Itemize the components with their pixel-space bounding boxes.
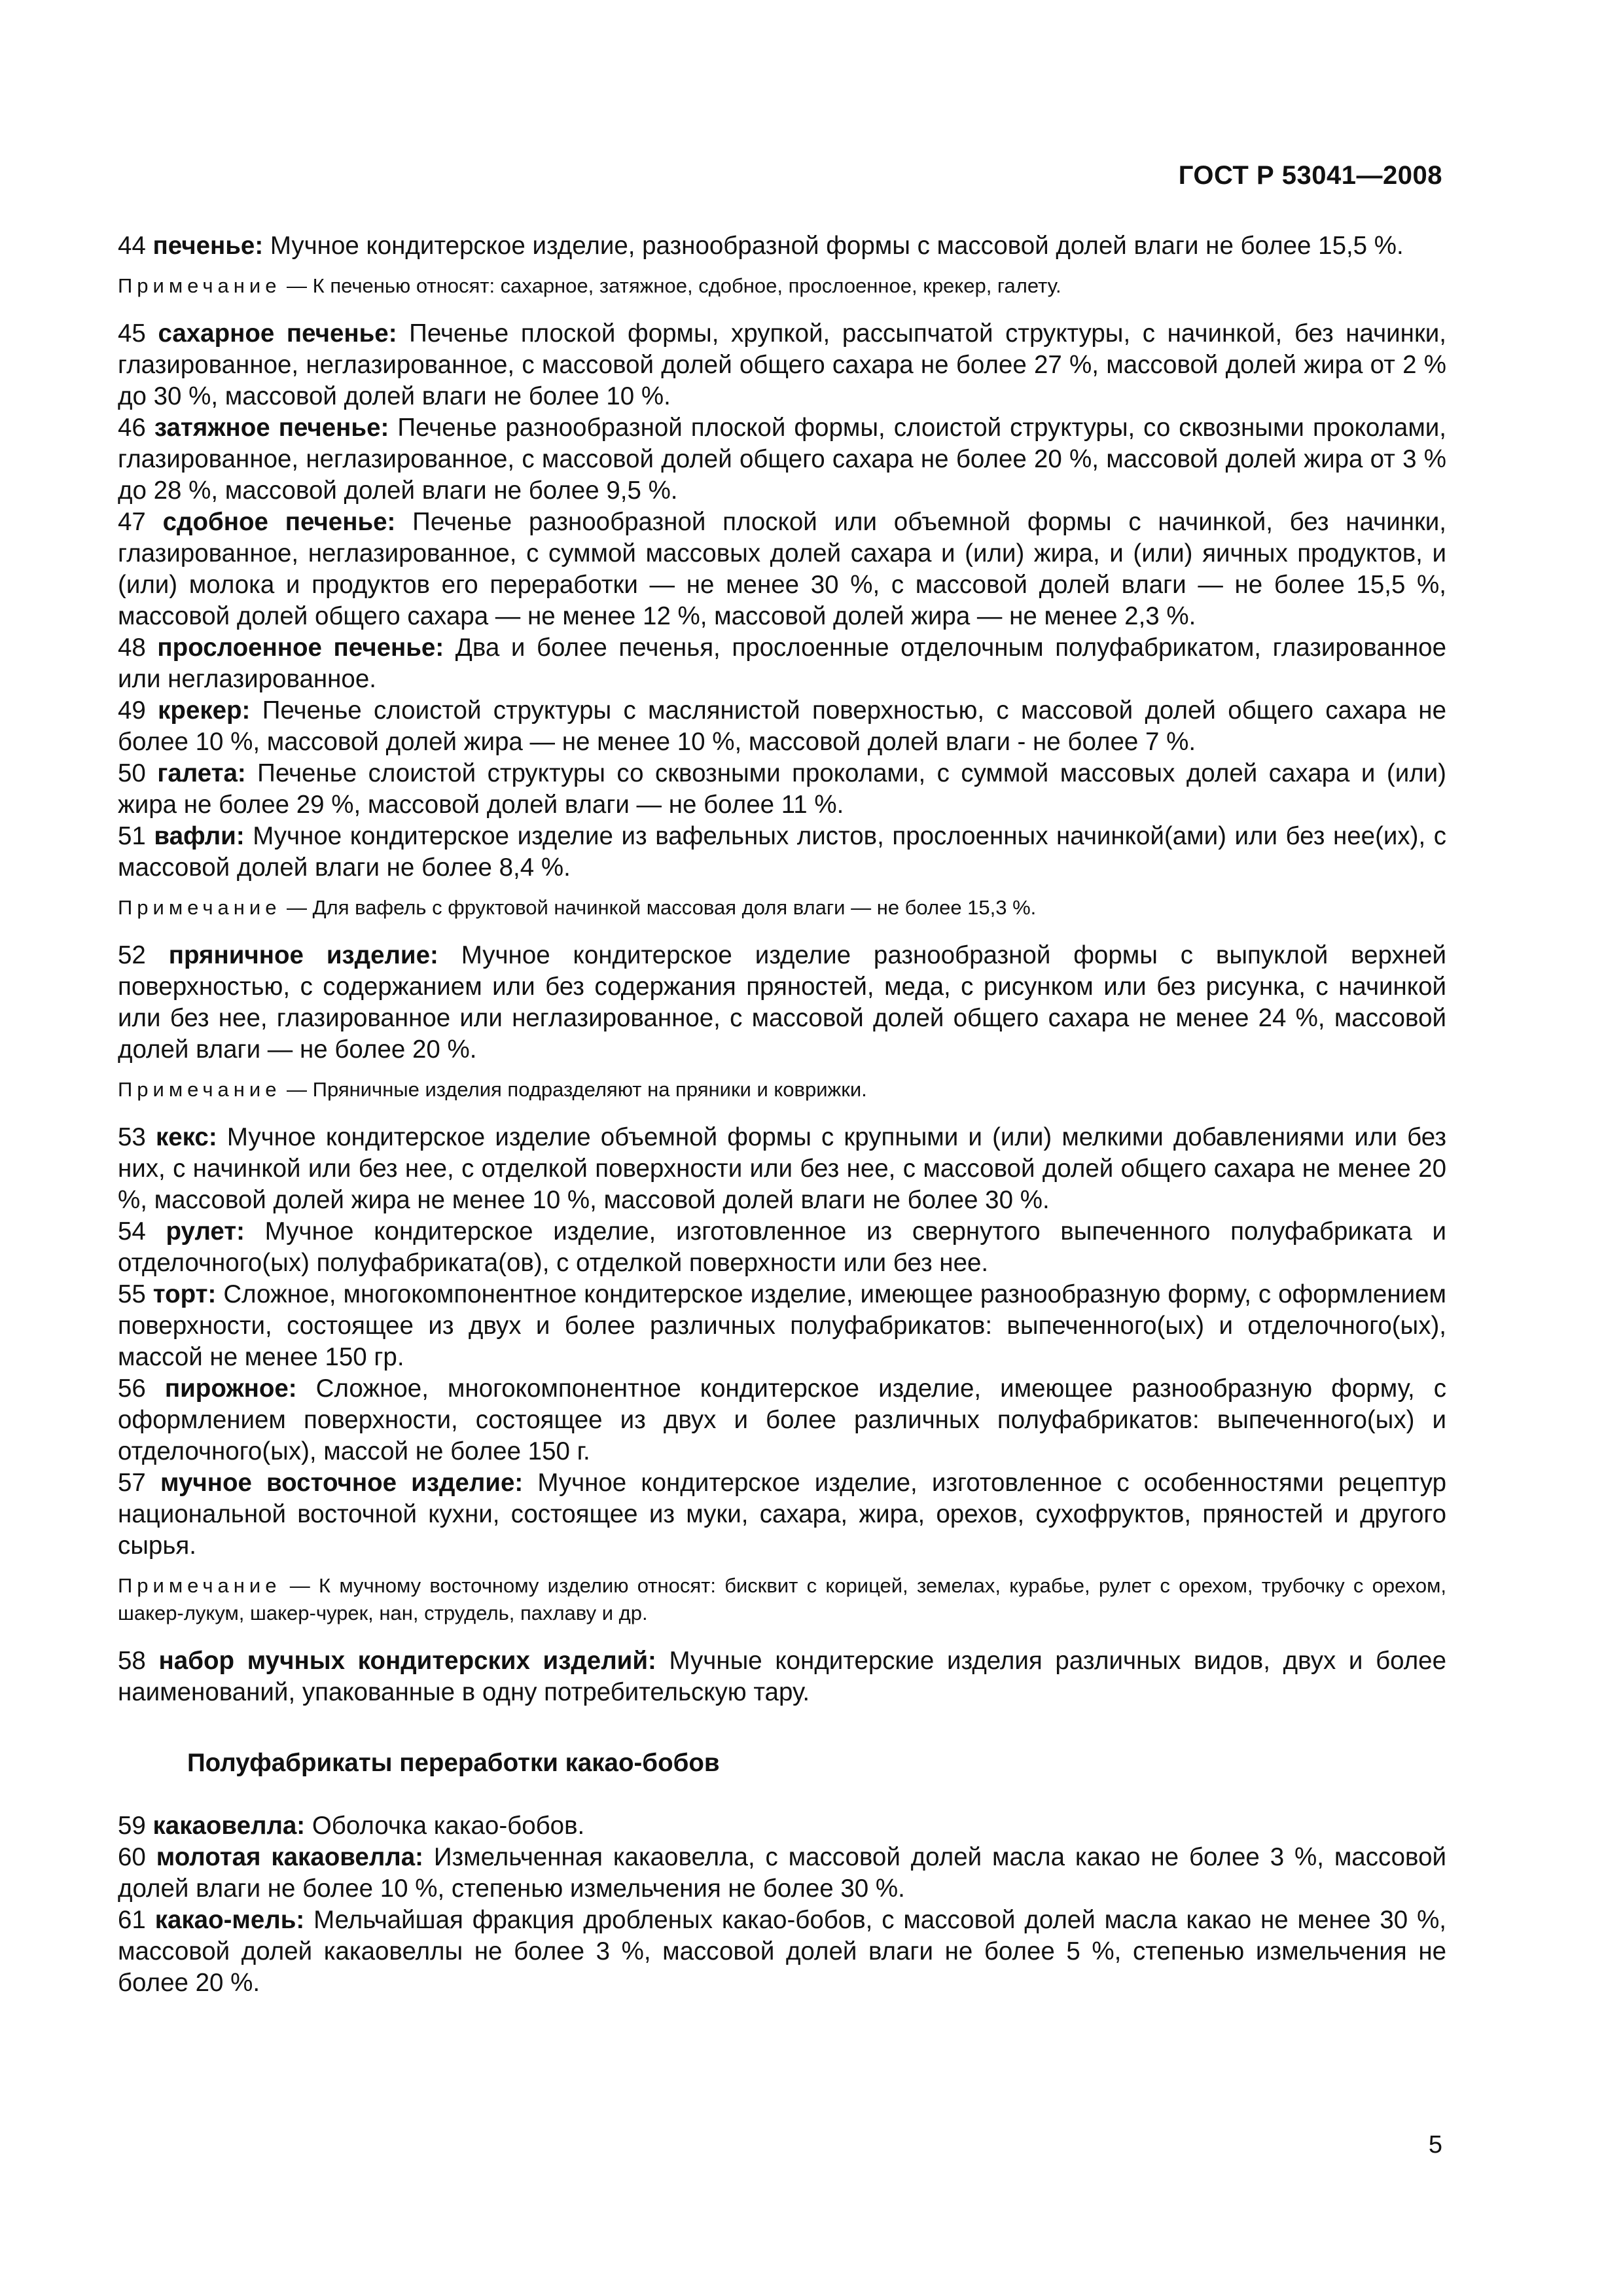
- definition-text: Мучные кондитерские изделия различных видов, двух и более наименований, упакованные в одну потребительскую тару.: [118, 1647, 1446, 1706]
- definition-item: [118, 1905, 1446, 1999]
- definition-term: какаовелла:: [152, 1812, 306, 1840]
- definition-item: [118, 1216, 1446, 1279]
- note-text: — Для вафель с фруктовой начинкой массовая доля влаги — не более 15,3 %.: [281, 896, 1037, 919]
- definition-item: [118, 940, 1446, 1066]
- note: [118, 272, 1446, 300]
- definition-item: [118, 318, 1446, 412]
- definition-item: [118, 412, 1446, 507]
- definition-item: [118, 1279, 1446, 1373]
- definition-number: 60: [118, 1843, 146, 1871]
- note-text: — К мучному восточному изделию относят: бисквит с корицей, земелах, курабье, рулет с орехом, трубочку с орехом, шакер-лукум, шакер-чурек, нан, струдель, пахлаву и др.: [118, 1574, 1446, 1624]
- definition-term: пирожное:: [164, 1374, 297, 1403]
- definition-item: [118, 758, 1446, 821]
- note: [118, 1076, 1446, 1103]
- definition-term: крекер:: [158, 696, 251, 725]
- definition-text: Печенье разнообразной плоской или объемной формы с начинкой, без начинки, глазированное, неглазированное, с суммой массовых долей сахара и (или) жира, и (или) яичных продуктов, и (или) молока и продуктов его переработки — не менее 30 %, с массовой долей влаги — не более 15,5 %, массовой долей общего сахара — не менее 12 %, массовой долей жира — не менее 2,3 %.: [118, 508, 1447, 630]
- definition-text: Сложное, многокомпонентное кондитерское изделие, имеющее разнообразную форму, с оформлением поверхности, состоящее из двух и более различных полуфабрикатов: выпеченного(ых) и отделочного(ых), массой не более 150 г.: [118, 1374, 1446, 1465]
- definition-item: [118, 821, 1446, 884]
- definition-term: набор мучных кондитерских изделий:: [158, 1647, 656, 1675]
- definition-item: [118, 1810, 1446, 1842]
- note: [118, 1572, 1446, 1627]
- definition-text: Два и более печенья, прослоенные отделочным полуфабрикатом, глазированное или неглазированное.: [118, 634, 1446, 693]
- note-text: — Пряничные изделия подразделяют на пряники и коврижки.: [281, 1078, 867, 1101]
- definition-text: Печенье разнообразной плоской формы, слоистой структуры, со сквозными проколами, глазированное, неглазированное, с массовой долей общего сахара не более 20 %, массовой долей жира от 3 % до 28 %, массовой долей влаги не более 9,5 %.: [118, 414, 1447, 505]
- definition-number: 59: [118, 1812, 146, 1840]
- definition-term: галета:: [157, 759, 246, 787]
- definition-item: [118, 1645, 1446, 1708]
- definition-item: [118, 632, 1446, 695]
- definition-term: молотая какаовелла:: [156, 1843, 423, 1871]
- definition-item: [118, 507, 1446, 632]
- document-content: [118, 230, 1446, 1999]
- definition-term: вафли:: [154, 822, 245, 850]
- definition-item: [118, 1373, 1446, 1467]
- definition-number: 50: [118, 759, 146, 787]
- definition-item: [118, 695, 1446, 758]
- definition-text: Измельченная какаовелла, с массовой долей масла какао не более 3 %, массовой долей влаги не более 10 %, степенью измельчения не более 30 %.: [118, 1843, 1446, 1903]
- note-label: Примечание: [118, 1574, 281, 1597]
- note-label: Примечание: [118, 274, 281, 297]
- definition-term: прослоенное печенье:: [157, 634, 444, 662]
- definition-term: затяжное печенье:: [154, 414, 389, 442]
- definition-text: Оболочка какао-бобов.: [305, 1812, 585, 1840]
- note-label: Примечание: [118, 896, 281, 919]
- definition-number: 53: [118, 1123, 146, 1151]
- definition-number: 46: [118, 414, 146, 442]
- definition-item: [118, 1842, 1446, 1905]
- definition-term: какао-мель:: [154, 1906, 305, 1934]
- section-title: Полуфабрикаты переработки какао-бобов: [187, 1749, 720, 1777]
- page-number: 5: [1428, 2131, 1442, 2159]
- definition-text: Печенье слоистой структуры с маслянистой поверхностью, с массовой долей общего сахара не более 10 %, массовой долей жира — не менее 10 %, массовой долей влаги - не более 7 %.: [118, 696, 1446, 756]
- definition-term: торт:: [152, 1280, 217, 1308]
- definition-number: 44: [118, 232, 146, 260]
- definition-number: 55: [118, 1280, 146, 1308]
- definition-term: пряничное изделие:: [168, 941, 438, 969]
- definition-text: Печенье плоской формы, хрупкой, рассыпчатой структуры, с начинкой, без начинки, глазированное, неглазированное, с массовой долей общего сахара не более 27 %, массовой долей жира от 2 % до 30 %, массовой долей влаги не более 10 %.: [118, 319, 1446, 410]
- definition-number: 58: [118, 1647, 146, 1675]
- definition-number: 56: [118, 1374, 146, 1403]
- definition-item: [118, 1467, 1446, 1562]
- definition-number: 61: [118, 1906, 146, 1934]
- definition-number: 52: [118, 941, 146, 969]
- definition-text: Мучное кондитерское изделие, изготовленное из свернутого выпеченного полуфабриката и отделочного(ых) полуфабриката(ов), с отделкой поверхности или без нее.: [118, 1217, 1446, 1277]
- document-header: ГОСТ Р 53041—2008: [1178, 161, 1442, 190]
- definition-item: [118, 230, 1446, 262]
- definition-text: Мучное кондитерское изделие, изготовленное с особенностями рецептур национальной восточной кухни, состоящее из муки, сахара, жира, орехов, сухофруктов, пряностей и другого сырья.: [118, 1469, 1447, 1560]
- note-label: Примечание: [118, 1078, 281, 1101]
- definition-number: 49: [118, 696, 146, 725]
- definition-number: 47: [118, 508, 146, 536]
- definition-term: сахарное печенье:: [158, 319, 397, 348]
- note-text: — К печенью относят: сахарное, затяжное, сдобное, прослоенное, крекер, галету.: [281, 274, 1061, 297]
- definition-number: 51: [118, 822, 146, 850]
- definition-term: кекс:: [155, 1123, 217, 1151]
- note: [118, 894, 1446, 922]
- definition-number: 48: [118, 634, 146, 662]
- definition-number: 57: [118, 1469, 146, 1497]
- definition-text: Мельчайшая фракция дробленых какао-бобов, с массовой долей масла какао не менее 30 %, массовой долей какаовеллы не более 3 %, массовой долей влаги не более 5 %, степенью измельчения не более 20 %.: [118, 1906, 1447, 1997]
- definition-text: Мучное кондитерское изделие объемной формы с крупными и (или) мелкими добавлениями или без них, с начинкой или без нее, с отделкой поверхности или без нее, с массовой долей общего сахара не менее 20 %, массовой долей жира не менее 10 %, массовой долей влаги не более 30 %.: [118, 1123, 1446, 1214]
- definition-term: рулет:: [166, 1217, 245, 1246]
- definition-text: Печенье слоистой структуры со сквозными проколами, с суммой массовых долей сахара и (или) жира не более 29 %, массовой долей влаги — не более 11 %.: [118, 759, 1447, 819]
- definition-term: мучное восточное изделие:: [160, 1469, 524, 1497]
- definition-number: 45: [118, 319, 146, 348]
- definition-term: сдобное печенье:: [162, 508, 396, 536]
- definition-text: Мучное кондитерское изделие из вафельных листов, прослоенных начинкой(ами) или без нее(их), с массовой долей влаги не более 8,4 %.: [118, 822, 1446, 882]
- definition-item: [118, 1122, 1446, 1216]
- definition-number: 54: [118, 1217, 146, 1246]
- definition-term: печенье:: [152, 232, 264, 260]
- definition-text: Мучное кондитерское изделие разнообразной формы с выпуклой верхней поверхностью, с содержанием или без содержания пряностей, меда, с рисунком или без рисунка, с начинкой или без нее, глазированное или неглазированное, с массовой долей общего сахара не менее 24 %, массовой долей влаги — не более 20 %.: [118, 941, 1446, 1064]
- definition-text: Сложное, многокомпонентное кондитерское изделие, имеющее разнообразную форму, с оформлением поверхности, состоящее из двух и более различных полуфабрикатов: выпеченного(ых) и отделочного(ых), массой не менее 150 гр.: [118, 1280, 1446, 1371]
- definition-text: Мучное кондитерское изделие, разнообразной формы с массовой долей влаги не более 15,5 %.: [263, 232, 1404, 260]
